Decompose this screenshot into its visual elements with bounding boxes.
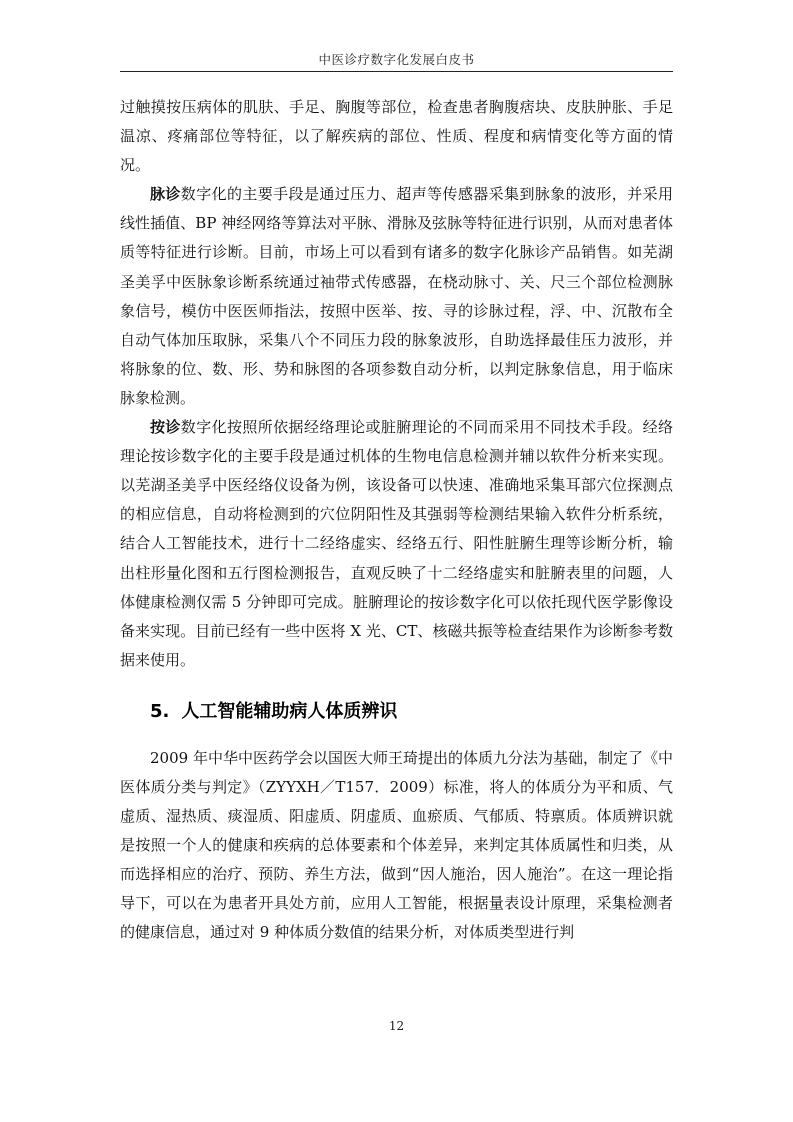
section-heading (150, 698, 673, 726)
running-header: 中医诊疗数字化发展白皮书 (318, 52, 475, 67)
paragraph-press-diagnosis (120, 413, 673, 675)
paragraph-text: 数字化的主要手段是通过压力、超声等传感器采集到脉象的波形，并采用线性插值、BP 神经网络等算法对平脉、滑脉及弦脉等特征进行识别，从而对患者体质等特征进行诊断。目前，市场上可以看到有诸多的数字化脉诊产品销售。如芜湖圣美孚中医脉象诊断系统通过袖带式传感器，在桡动脉寸、关、尺三个部位检测脉象信号，模仿中医医师指法，按照中医举、按、寻的诊脉过程，浮、中、沉散布全自动气体加压取脉，采集八个不同压力段的脉象波形，自助选择最佳压力波形，并将脉象的位、数、形、势和脉图的各项参数自动分析，以判定脉象信息，用于临床脉象检测。 (120, 185, 673, 407)
paragraph-constitution: 2009 年中华中医药学会以国医大师王琦提出的体质九分法为基础，制定了《中医体质分类与判定》（ZYYXH／T157．2009）标准，将人的体质分为平和质、气虚质、湿热质、痰湿质、阳虚质、阴虚质、血瘀质、气郁质、特禀质。体质辨识就是按照一个人的健康和疾病的总体要素和个体差异，来判定其体质属性和归类，从而选择相应的治疗、预防、养生方法，做到“因人施治，因人施治”。在这一理论指导下，可以在为患者开具处方前，应用人工智能，根据量表设计原理，采集检测者的健康信息，通过对 9 种体质分数值的结果分析，对体质类型进行判 (120, 748, 673, 942)
section-number: 5. (150, 700, 170, 722)
page-number: 12 (388, 1019, 405, 1033)
paragraph-palpation-intro: 过触摸按压病体的肌肤、手足、胸腹等部位，检查患者胸腹痞块、皮肤肿胀、手足温凉、疼痛部位等特征，以了解疾病的部位、性质、程度和病情变化等方面的情况。 (120, 98, 673, 175)
paragraph-lead-term: 脉诊 (150, 185, 181, 204)
paragraph-lead-term: 按诊 (150, 418, 181, 437)
page-body (120, 93, 673, 948)
paragraph-text: 数字化按照所依据经络理论或脏腑理论的不同而采用不同技术手段。经络理论按诊数字化的主要手段是通过机体的生物电信息检测并辅以软件分析来实现。以芜湖圣美孚中医经络仪设备为例，该设备可以快速、准确地采集耳部穴位探测点的相应信息，自动将检测到的穴位阴阳性及其强弱等检测结果输入软件分析系统，结合人工智能技术，进行十二经络虚实、经络五行、阳性脏腑生理等诊断分析，输出柱形量化图和五行图检测报告，直观反映了十二经络虚实和脏腑表里的问题，人体健康检测仅需 5 分钟即可完成。脏腑理论的按诊数字化可以依托现代医学影像设备来实现。目前已经有一些中医将 X 光、CT、核磁共振等检查结果作为诊断参考数据来使用。 (120, 418, 673, 669)
header-divider (120, 71, 673, 72)
paragraph-pulse-diagnosis (120, 180, 673, 413)
section-title: 人工智能辅助病人体质辨识 (181, 700, 398, 722)
